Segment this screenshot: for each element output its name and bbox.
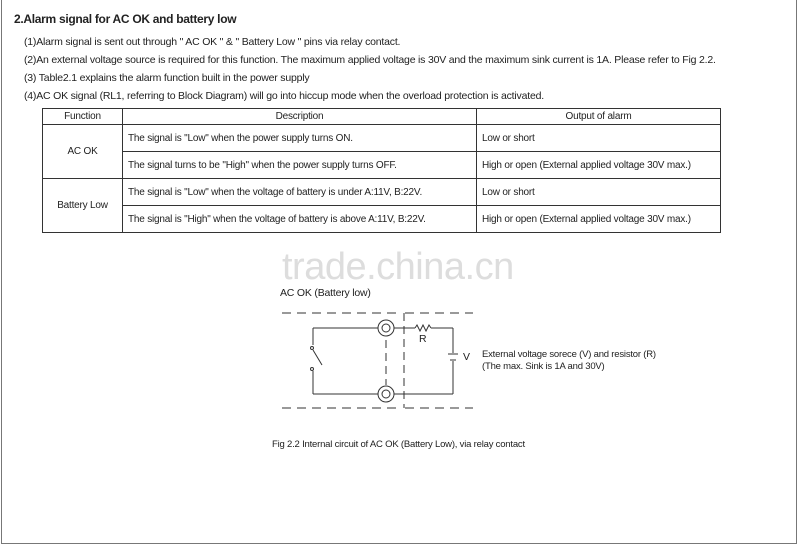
- watermark: trade.china.cn: [282, 246, 514, 288]
- function-cell: Battery Low: [43, 179, 123, 233]
- figure-caption: Fig 2.2 Internal circuit of AC OK (Battery Low), via relay contact: [272, 439, 525, 450]
- output-cell: High or open (External applied voltage 30V max.): [477, 152, 721, 179]
- text-line: (4)AC OK signal (RL1, referring to Block Diagram) will go into hiccup mode when the overload protection is activated.: [24, 90, 544, 102]
- resistor-label: R: [419, 333, 427, 345]
- section-title: 2.Alarm signal for AC OK and battery low: [14, 12, 237, 26]
- output-cell: Low or short: [477, 125, 721, 152]
- diagram-label: AC OK (Battery low): [280, 287, 371, 299]
- description-cell: The signal is "Low" when the voltage of battery is under A:11V, B:22V.: [123, 179, 477, 206]
- output-cell: High or open (External applied voltage 30V max.): [477, 206, 721, 233]
- function-cell: AC OK: [43, 125, 123, 179]
- voltage-label: V: [463, 351, 470, 363]
- note-line-1: External voltage sorece (V) and resistor (R): [482, 349, 656, 360]
- description-cell: The signal turns to be "High" when the power supply turns OFF.: [123, 152, 477, 179]
- text-line: (3) Table2.1 explains the alarm function built in the power supply: [24, 72, 310, 84]
- text-line: (1)Alarm signal is sent out through " AC OK " & " Battery Low " pins via relay contact.: [24, 36, 401, 48]
- header-function: Function: [43, 109, 123, 125]
- description-cell: The signal is "Low" when the power supply turns ON.: [123, 125, 477, 152]
- note-line-2: (The max. Sink is 1A and 30V): [482, 361, 605, 372]
- header-output: Output of alarm: [477, 109, 721, 125]
- description-cell: The signal is "High" when the voltage of battery is above A:11V, B:22V.: [123, 206, 477, 233]
- header-description: Description: [123, 109, 477, 125]
- output-cell: Low or short: [477, 179, 721, 206]
- text-line: (2)An external voltage source is required for this function. The maximum applied voltage is 30V and the maximum sink current is 1A. Please refer to Fig 2.2.: [24, 54, 716, 66]
